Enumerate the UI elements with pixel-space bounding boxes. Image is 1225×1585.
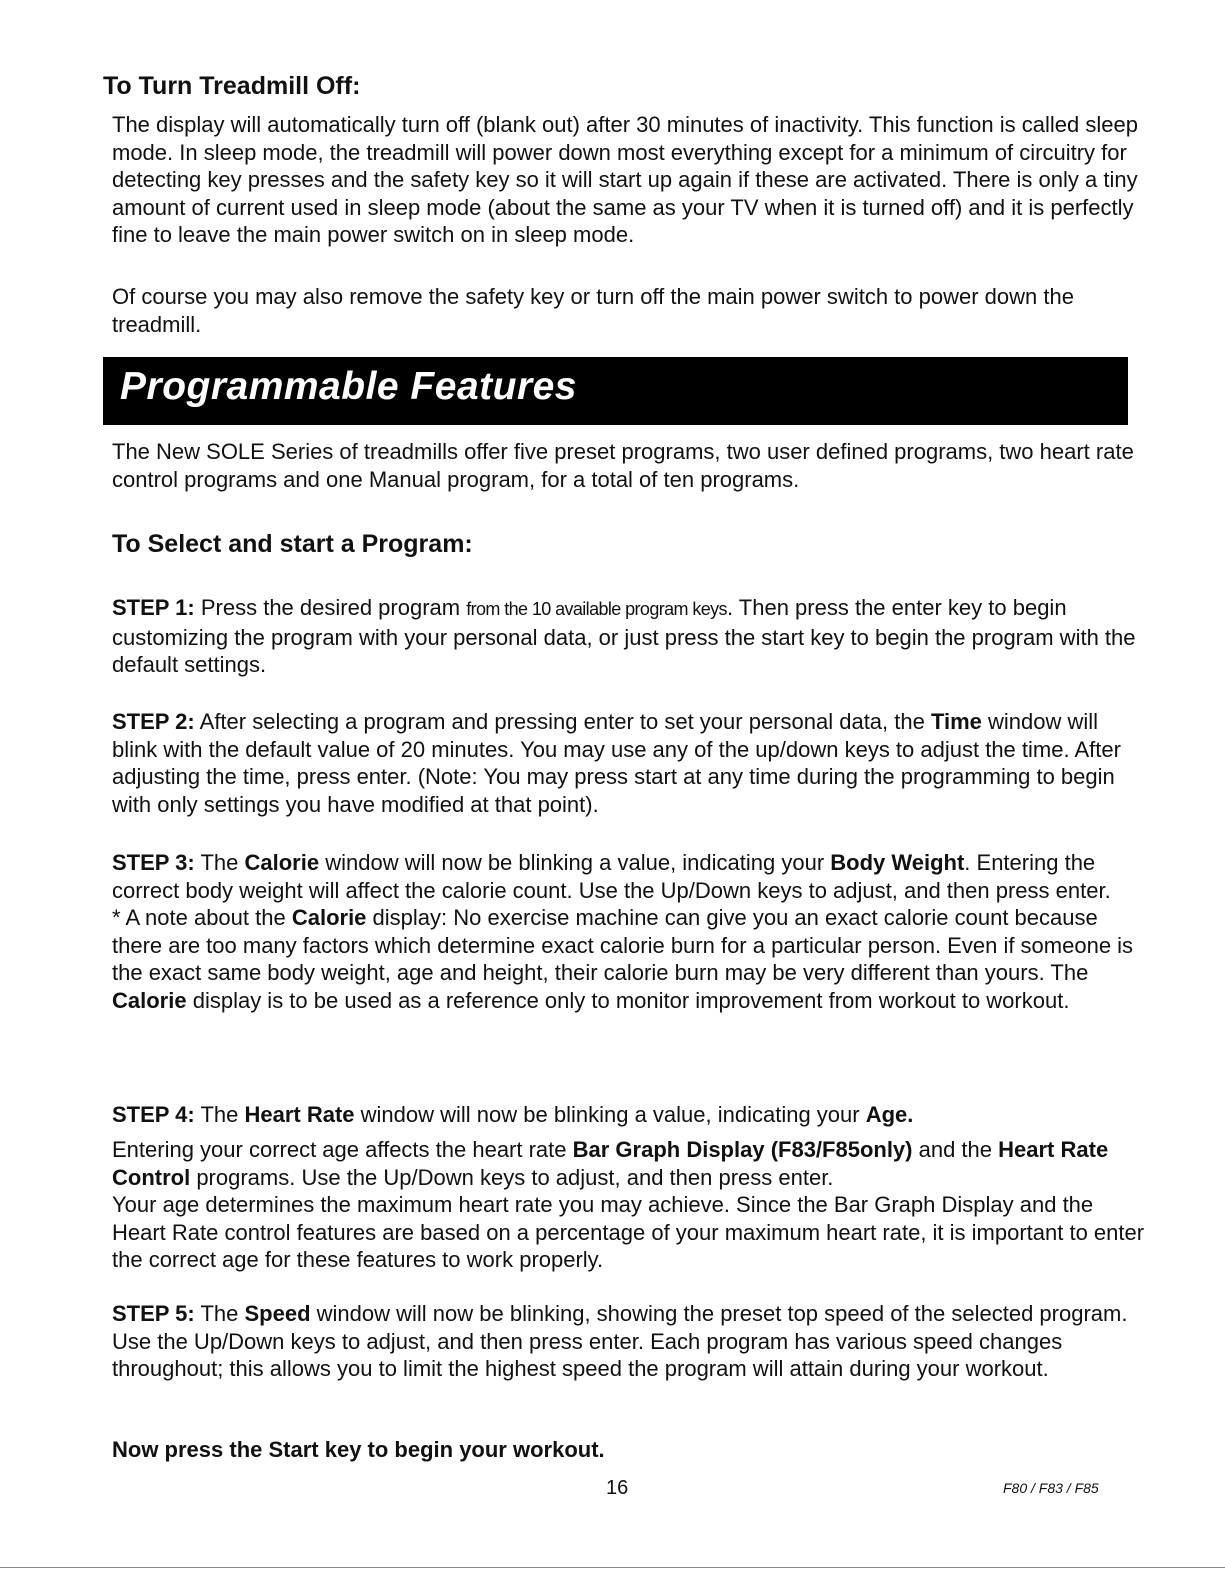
step-4-bold-bar-graph: Bar Graph Display (F83/F85only) (572, 1137, 913, 1162)
step-3-text-b: window will now be blinking a value, indicating your (319, 850, 831, 875)
step-4-p3: Your age determines the maximum heart rate you may achieve. Since the Bar Graph Display and the Heart Rate control features are based on a percentage of your maximum heart rate, it is important to enter the correct age for these features to work properly. (112, 1192, 1145, 1272)
step-5-bold-speed: Speed (244, 1301, 311, 1326)
step-2-paragraph (112, 708, 1147, 818)
step-1-label: STEP 1: (112, 595, 195, 620)
intro-paragraph: The New SOLE Series of treadmills offer five preset programs, two user defined programs, two heart rate control programs and one Manual program, for a total of ten programs. (112, 439, 1134, 492)
step-1-text-small: from the 10 available program keys (466, 599, 727, 619)
step-4-paragraph-2 (112, 1136, 1147, 1274)
step-3-text-a: The (194, 850, 245, 875)
model-numbers: F80 / F83 / F85 (1003, 1480, 1099, 1496)
step-4-p2-c: and the (912, 1137, 999, 1162)
step-5-text-b: window will now be blinking, showing the preset top speed of the selected program. Use the Up/Down keys to adjust, and then press enter. Each program has various speed changes throughout; this allows you to limit the highest speed the program will attain during your workout. (112, 1301, 1128, 1381)
step-4-p2-a: Entering your correct age affects the heart rate (112, 1137, 573, 1162)
calorie-note-b: display: No exercise machine can give you an exact calorie count because there are too many factors which determine exact calorie burn for a particular person. Even if someone is the exact same body weight, age and height, their calorie burn may be very different than yours. The (112, 905, 1134, 985)
step-1-paragraph (112, 594, 1147, 679)
step-2-text-a: After selecting a program and pressing enter to set your personal data, the (194, 709, 931, 734)
step-3-bold-body-weight: Body Weight (830, 850, 965, 875)
step-5-paragraph (112, 1300, 1147, 1383)
banner-title: Programmable Features (120, 365, 578, 408)
step-4-text-a: The (194, 1102, 245, 1127)
step-3-label: STEP 3: (112, 850, 195, 875)
step-4-label: STEP 4: (112, 1102, 195, 1127)
step-4-bold-age: Age. (865, 1102, 914, 1127)
select-program-heading: To Select and start a Program: (112, 530, 473, 558)
calorie-note-a: * A note about the (112, 905, 292, 930)
step-2-text-b: window will blink with the default value of 20 minutes. You may use any of the up/down keys to adjust the time. After adjusting the time, press enter. (Note: You may press start at any time during the programming to begin with only settings you have modified at that point). (112, 709, 1121, 817)
calorie-note-bold-2: Calorie (112, 987, 187, 1013)
step-3-text-c: . Entering the correct body weight will affect the calorie count. Use the Up/Down keys to adjust, and then press enter. (112, 850, 1111, 903)
page-number: 16 (606, 1477, 629, 1499)
bottom-rule (0, 1567, 1225, 1568)
step-4-bold-hr-control: Heart Rate Control (112, 1137, 1109, 1190)
step-4-bold-heart-rate: Heart Rate (244, 1102, 355, 1127)
step-3-paragraph (112, 849, 1147, 1014)
step-1-text-a: Press the desired program (194, 595, 467, 620)
step-2-bold-time: Time (930, 709, 982, 734)
step-2-label: STEP 2: (112, 709, 195, 734)
step-5-label: STEP 5: (112, 1301, 195, 1326)
calorie-note-c: display is to be used as a reference only to monitor improvement from workout to workout. (186, 987, 1070, 1013)
step-4-p2-e: programs. Use the Up/Down keys to adjust, and then press enter. (190, 1164, 834, 1190)
calorie-note-bold-1: Calorie (291, 905, 367, 930)
step-3-bold-calorie: Calorie (244, 850, 320, 875)
turn-off-paragraph-1: The display will automatically turn off (blank out) after 30 minutes of inactivity. This function is called sleep mode. In sleep mode, the treadmill will power down most everything except for a minimum of circuitry for detecting key presses and the safety key so it will start up again if these are activated. There is only a tiny amount of current used in sleep mode (about the same as your TV when it is turned off) and it is perfectly fine to leave the main power switch on in sleep mode. (112, 112, 1138, 247)
step-5-text-a: The (194, 1301, 245, 1326)
start-workout-line: Now press the Start key to begin your workout. (112, 1437, 605, 1462)
step-1-text-b: . Then press the enter key to begin customizing the program with your personal data, or just press the start key to begin the program with the default settings. (112, 595, 1136, 677)
step-4-paragraph (112, 1101, 1147, 1129)
section-banner (103, 357, 1128, 425)
turn-off-paragraph-2: Of course you may also remove the safety key or turn off the main power switch to power down the treadmill. (112, 284, 1074, 337)
turn-off-heading: To Turn Treadmill Off: (103, 72, 361, 100)
step-4-text-b: window will now be blinking a value, indicating your (354, 1102, 866, 1127)
